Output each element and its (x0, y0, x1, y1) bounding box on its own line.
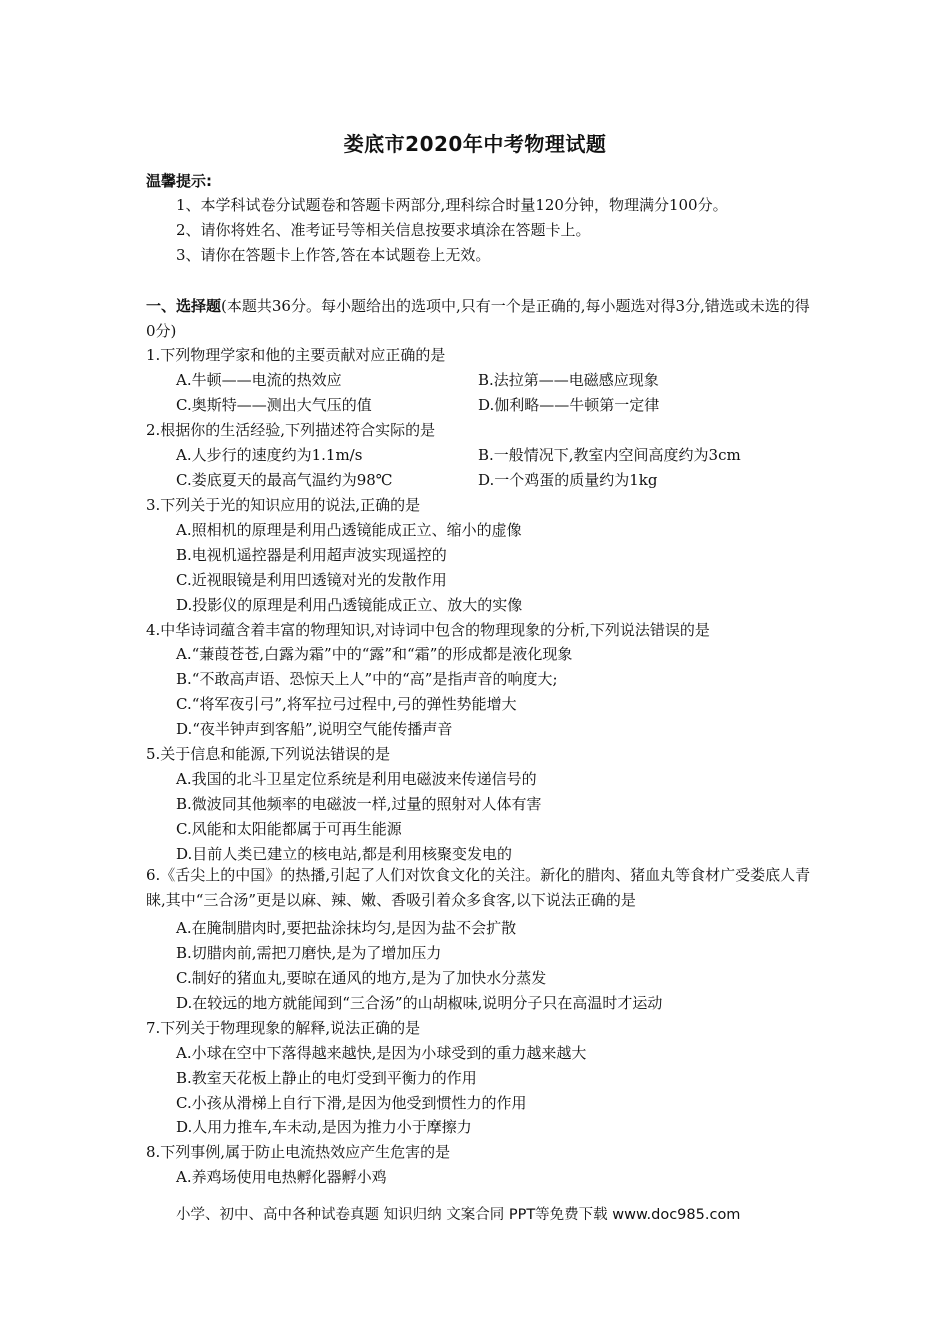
answer-option: D.目前人类已建立的核电站,都是利用核聚变发电的 (176, 845, 513, 863)
answer-option: A.小球在空中下落得越来越快,是因为小球受到的重力越来越大 (176, 1044, 587, 1062)
tips-heading: 温馨提示: (146, 172, 212, 190)
question-stem: 2.根据你的生活经验,下列描述符合实际的是 (146, 421, 436, 439)
section-title: 一、选择题 (146, 297, 222, 315)
answer-option: D.伽利略——牛顿第一定律 (478, 396, 660, 414)
section-description: (本题共36分。每小题给出的选项中,只有一个是正确的,每小题选对得3分,错选或未选的得0分) (146, 297, 810, 340)
answer-option: C.小孩从滑梯上自行下滑,是因为他受到惯性力的作用 (176, 1094, 527, 1112)
answer-option: D.一个鸡蛋的质量约为1kg (478, 471, 658, 489)
answer-option: C.风能和太阳能都属于可再生能源 (176, 820, 402, 838)
answer-option: A.人步行的速度约为1.1m/s (176, 446, 363, 464)
question-stem: 8.下列事例,属于防止电流热效应产生危害的是 (146, 1143, 451, 1161)
question-stem: 3.下列关于光的知识应用的说法,正确的是 (146, 496, 421, 514)
question-stem: 6.《舌尖上的中国》的热播,引起了人们对饮食文化的关注。新化的腊肉、猪血丸等食材广受娄底人青睐,其中“三合汤”更是以麻、辣、嫩、香吸引着众多食客,以下说法正确的是 (146, 866, 811, 909)
answer-option: C.奥斯特——测出大气压的值 (176, 396, 372, 414)
answer-option: C.娄底夏天的最高气温约为98℃ (176, 471, 393, 489)
page-title: 娄底市2020年中考物理试题 (343, 132, 607, 156)
answer-option: D.“夜半钟声到客船”,说明空气能传播声音 (176, 720, 453, 738)
section-heading (146, 294, 814, 344)
answer-option: A.照相机的原理是利用凸透镜能成正立、缩小的虚像 (176, 521, 522, 539)
answer-option: B.法拉第——电磁感应现象 (478, 371, 659, 389)
answer-option: A.牛顿——电流的热效应 (176, 371, 342, 389)
answer-option: B.“不敢高声语、恐惊天上人”中的“高”是指声音的响度大; (176, 670, 558, 688)
answer-option: A.“蒹葭苍苍,白露为霜”中的“露”和“霜”的形成都是液化现象 (176, 645, 573, 663)
question-stem: 7.下列关于物理现象的解释,说法正确的是 (146, 1019, 421, 1037)
tip-item: 2、请你将姓名、准考证号等相关信息按要求填涂在答题卡上。 (176, 221, 591, 239)
answer-option: A.我国的北斗卫星定位系统是利用电磁波来传递信号的 (176, 770, 537, 788)
answer-option: B.电视机遥控器是利用超声波实现遥控的 (176, 546, 447, 564)
footer-text: 小学、初中、高中各种试卷真题 知识归纳 文案合同 PPT等免费下载 www.doc985.com (176, 1207, 741, 1223)
question-stem: 5.关于信息和能源,下列说法错误的是 (146, 745, 391, 763)
question-stem: 4.中华诗词蕴含着丰富的物理知识,对诗词中包含的物理现象的分析,下列说法错误的是 (146, 621, 710, 639)
answer-option: C.近视眼镜是利用凹透镜对光的发散作用 (176, 571, 447, 589)
answer-option: B.微波同其他频率的电磁波一样,过量的照射对人体有害 (176, 795, 542, 813)
tip-item: 1、本学科试卷分试题卷和答题卡两部分,理科综合时量120分钟，物理满分100分。 (176, 196, 728, 214)
answer-option: C.“将军夜引弓”,将军拉弓过程中,弓的弹性势能增大 (176, 695, 517, 713)
tip-item: 3、请你在答题卡上作答,答在本试题卷上无效。 (176, 246, 491, 264)
answer-option: D.投影仪的原理是利用凸透镜能成正立、放大的实像 (176, 596, 523, 614)
answer-option: B.教室天花板上静止的电灯受到平衡力的作用 (176, 1069, 477, 1087)
question-stem: 1.下列物理学家和他的主要贡献对应正确的是 (146, 346, 446, 364)
answer-option: A.养鸡场使用电热孵化器孵小鸡 (176, 1168, 387, 1186)
answer-option: C.制好的猪血丸,要晾在通风的地方,是为了加快水分蒸发 (176, 969, 547, 987)
answer-option: B.一般情况下,教室内空间高度约为3cm (478, 446, 741, 464)
answer-option: B.切腊肉前,需把刀磨快,是为了增加压力 (176, 944, 442, 962)
answer-option: A.在腌制腊肉时,要把盐涂抹均匀,是因为盐不会扩散 (176, 919, 517, 937)
answer-option: D.在较远的地方就能闻到“三合汤”的山胡椒味,说明分子只在高温时才运动 (176, 994, 663, 1012)
answer-option: D.人用力推车,车未动,是因为推力小于摩擦力 (176, 1118, 472, 1136)
